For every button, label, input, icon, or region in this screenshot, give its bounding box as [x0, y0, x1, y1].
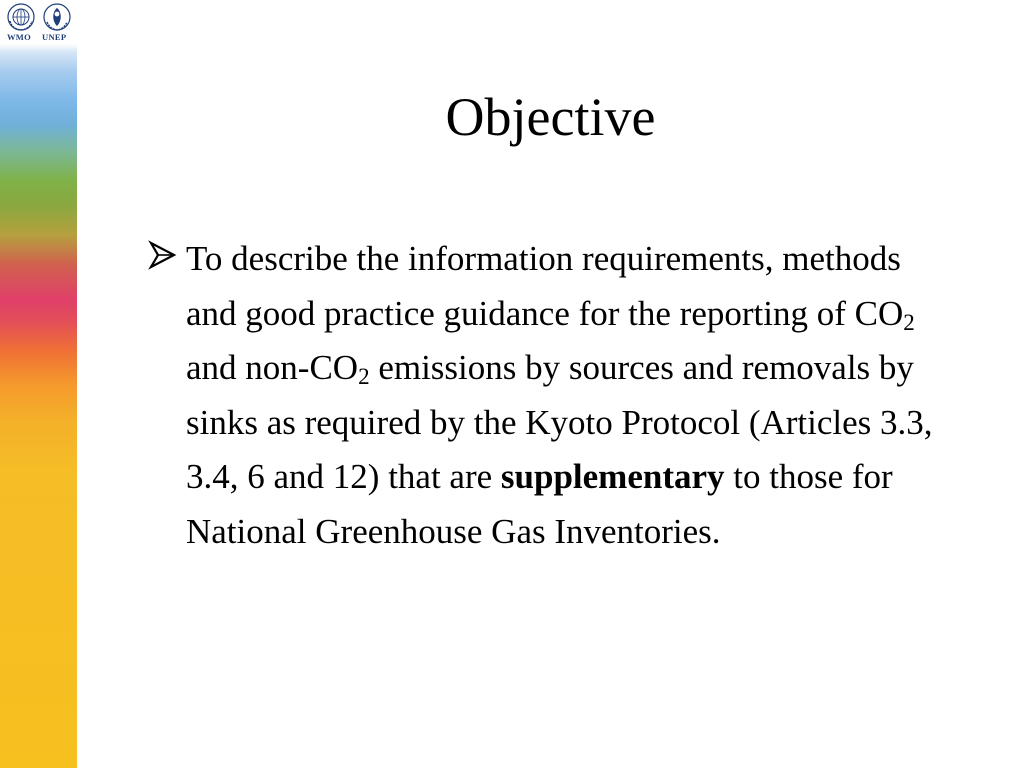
- arrow-bullet-icon: [148, 240, 180, 270]
- bullet-text-part2: and non-CO: [186, 348, 359, 387]
- logo-area: [2, 3, 76, 43]
- bullet-text-part1: To describe the information requirements, methods and good practice guidance for the reporting of CO: [186, 239, 904, 333]
- non-co2-subscript: 2: [358, 364, 370, 389]
- co2-subscript: 2: [903, 309, 915, 335]
- bullet-bold-word: supplementary: [500, 457, 725, 496]
- unep-logo-text: UNEP: [42, 32, 67, 42]
- bullet-item: [148, 232, 948, 559]
- un-wreath-globe-icon: [6, 3, 36, 33]
- bullet-text-part4: to those for National Greenhouse Gas Inventories.: [186, 457, 893, 551]
- bullet-text: [186, 232, 948, 559]
- wmo-logo-text: WMO: [7, 32, 32, 42]
- unep-emblem-icon: [42, 3, 72, 33]
- rainbow-side-bar: [0, 0, 77, 768]
- bullet-text-part3: emissions by sources and removals by sinks as required by the Kyoto Protocol (Articles 3.3, 3.4, 6 and 12) that are: [186, 348, 933, 496]
- slide-title: Objective: [445, 87, 656, 147]
